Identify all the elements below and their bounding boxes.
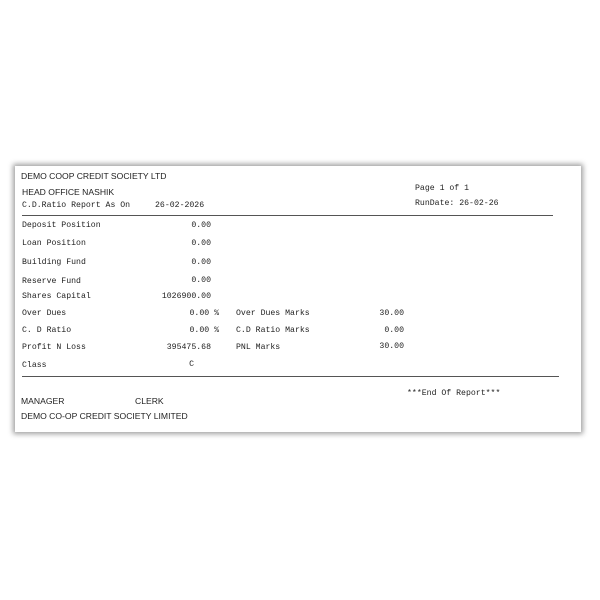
row-value-building-fund: 0.00 [191, 258, 211, 267]
row-label-cd-ratio: C. D Ratio [22, 326, 72, 335]
row-label-shares-capital: Shares Capital [22, 292, 91, 301]
row-label-over-dues: Over Dues [22, 309, 67, 318]
row-value-over-dues: 0.00 % [189, 309, 219, 318]
run-date: RunDate: 26-02-26 [415, 199, 499, 208]
branch-name: HEAD OFFICE NASHIK [22, 187, 115, 197]
end-of-report: ***End Of Report*** [407, 389, 501, 398]
report-page [15, 166, 581, 432]
marks-value-cd-ratio: 0.00 [384, 326, 404, 335]
marks-label-over-dues: Over Dues Marks [236, 309, 310, 318]
row-value-loan: 0.00 [191, 239, 211, 248]
row-value-deposit: 0.00 [191, 221, 211, 230]
header-divider [22, 215, 553, 216]
marks-label-cd-ratio: C.D Ratio Marks [236, 326, 310, 335]
row-value-class: C [189, 360, 194, 369]
row-label-loan: Loan Position [22, 239, 86, 248]
page-info: Page 1 of 1 [415, 184, 470, 193]
clerk-signature-label: CLERK [135, 396, 164, 406]
row-value-cd-ratio: 0.00 % [189, 326, 219, 335]
row-label-building-fund: Building Fund [22, 258, 86, 267]
footer-divider [22, 376, 559, 377]
row-value-profit-loss: 395475.68 [166, 343, 211, 352]
society-name: DEMO CO-OP CREDIT SOCIETY LIMITED [21, 411, 188, 421]
marks-value-over-dues: 30.00 [379, 309, 404, 318]
report-title: C.D.Ratio Report As On [22, 201, 131, 210]
row-value-shares-capital: 1026900.00 [161, 292, 211, 301]
row-value-reserve-fund: 0.00 [191, 276, 211, 285]
row-label-deposit: Deposit Position [22, 221, 101, 230]
row-label-class: Class [22, 361, 47, 370]
row-label-reserve-fund: Reserve Fund [22, 277, 81, 286]
marks-value-pnl: 30.00 [379, 342, 404, 351]
report-date: 26-02-2026 [155, 201, 205, 210]
company-name: DEMO COOP CREDIT SOCIETY LTD [21, 171, 167, 181]
marks-label-pnl: PNL Marks [236, 343, 281, 352]
row-label-profit-loss: Profit N Loss [22, 343, 86, 352]
manager-signature-label: MANAGER [21, 396, 65, 406]
